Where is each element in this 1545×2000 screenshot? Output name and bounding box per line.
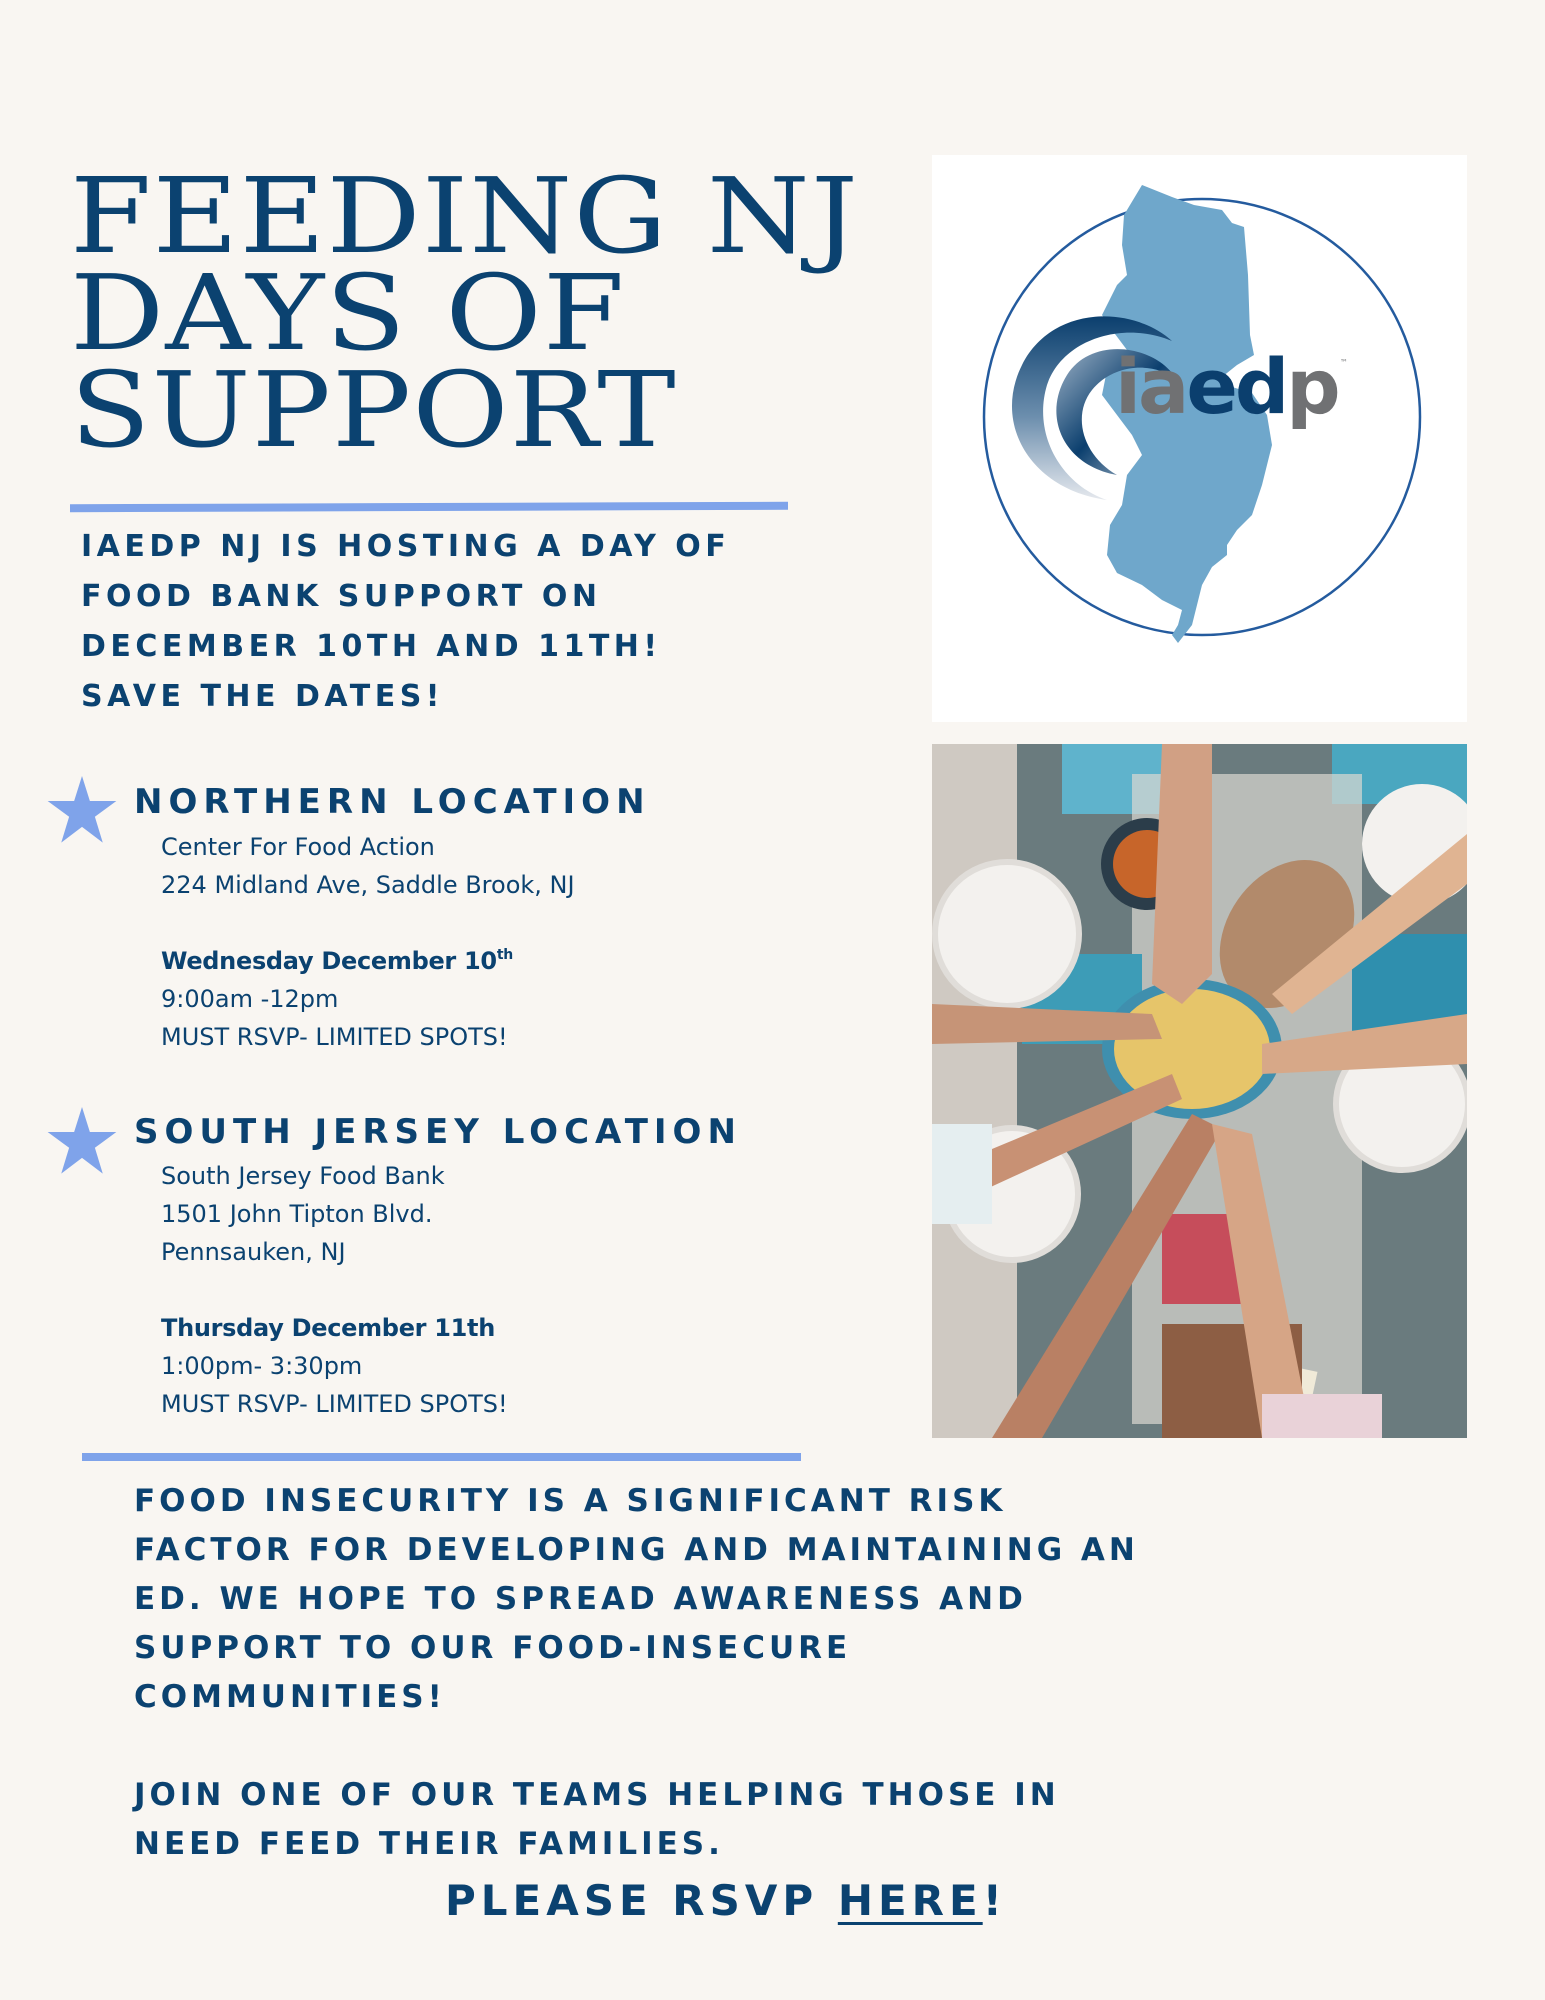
south-jersey-location-details — [161, 1157, 508, 1423]
intro-line: DECEMBER 10TH AND 11TH! — [81, 629, 662, 664]
svg-text:™: ™ — [1340, 358, 1348, 367]
rsvp-note: MUST RSVP- LIMITED SPOTS! — [161, 1390, 508, 1418]
venue-name: Center For Food Action — [161, 833, 435, 861]
divider-top — [70, 502, 788, 513]
svg-text:iaedp: iaedp — [1115, 342, 1338, 431]
divider-bottom — [82, 1453, 801, 1461]
iaedp-logo — [932, 155, 1467, 722]
star-icon — [46, 1107, 118, 1175]
message-line: NEED FEED THEIR FAMILIES. — [134, 1826, 724, 1862]
food-sharing-photo — [932, 744, 1467, 1438]
event-time: 1:00pm- 3:30pm — [161, 1352, 363, 1380]
event-date: Wednesday December 10th — [161, 947, 513, 975]
message-line: ED. WE HOPE TO SPREAD AWARENESS AND — [134, 1581, 1027, 1617]
photo-illustration — [932, 744, 1467, 1438]
rsvp-suffix: ! — [982, 1876, 1007, 1925]
south-jersey-location-heading: SOUTH JERSEY LOCATION — [134, 1112, 742, 1152]
venue-address: 224 Midland Ave, Saddle Brook, NJ — [161, 871, 575, 899]
event-date: Thursday December 11th — [161, 1314, 496, 1342]
rsvp-note: MUST RSVP- LIMITED SPOTS! — [161, 1023, 508, 1051]
rsvp-here-link[interactable]: HERE — [837, 1876, 983, 1925]
message-line: FOOD INSECURITY IS A SIGNIFICANT RISK — [134, 1483, 1007, 1519]
title-line: SUPPORT — [70, 349, 677, 471]
new-jersey-map-icon — [932, 155, 1467, 722]
intro-line: SAVE THE DATES! — [81, 679, 444, 714]
message-line: SUPPORT TO OUR FOOD-INSECURE — [134, 1630, 852, 1666]
intro-heading — [81, 522, 730, 722]
awareness-message — [134, 1477, 1139, 1869]
northern-location-details — [161, 828, 575, 1056]
event-time: 9:00am -12pm — [161, 985, 339, 1013]
venue-name: South Jersey Food Bank — [161, 1162, 445, 1190]
star-icon — [46, 776, 118, 844]
page-title — [70, 155, 860, 471]
venue-address: Pennsauken, NJ — [161, 1238, 346, 1266]
venue-address: 1501 John Tipton Blvd. — [161, 1200, 433, 1228]
message-line: JOIN ONE OF OUR TEAMS HELPING THOSE IN — [134, 1777, 1060, 1813]
northern-location-heading: NORTHERN LOCATION — [134, 782, 651, 822]
message-line: FACTOR FOR DEVELOPING AND MAINTAINING AN — [134, 1532, 1139, 1568]
intro-line: FOOD BANK SUPPORT ON — [81, 579, 602, 614]
rsvp-callout — [445, 1875, 1007, 1927]
title-line: DAYS OF — [70, 252, 626, 374]
rsvp-prefix: PLEASE RSVP — [445, 1876, 838, 1925]
intro-line: IAEDP NJ IS HOSTING A DAY OF — [81, 529, 731, 564]
title-line: FEEDING NJ — [70, 155, 860, 277]
message-line: COMMUNITIES! — [134, 1679, 446, 1715]
